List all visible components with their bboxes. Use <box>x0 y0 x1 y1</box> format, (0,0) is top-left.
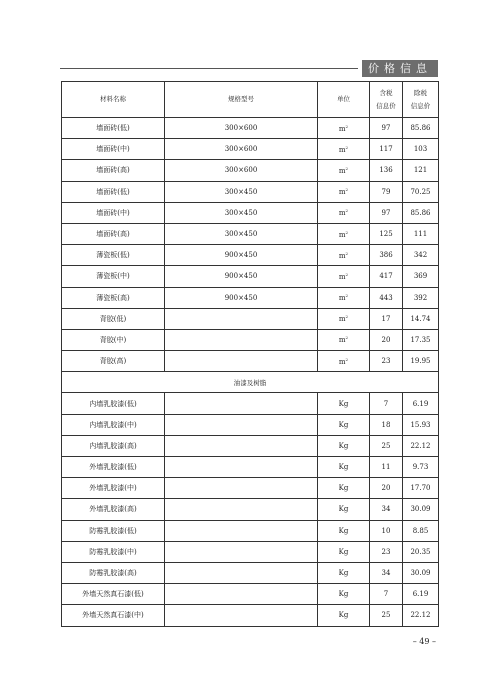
header-tax-excluded-line2: 信息价 <box>410 101 431 110</box>
cell-unit <box>318 266 370 287</box>
unit-base: m <box>338 251 346 260</box>
table-row <box>62 393 439 414</box>
unit-base: m <box>338 188 346 197</box>
unit-base: m <box>338 272 346 281</box>
cell-name: 墙面砖(中) <box>62 139 165 160</box>
unit-base: m <box>338 336 346 345</box>
table-row <box>62 541 439 562</box>
cell-tax-included: 34 <box>370 499 403 520</box>
unit-superscript: 2 <box>345 314 349 320</box>
cell-tax-included: 417 <box>370 266 403 287</box>
table-row <box>62 351 439 372</box>
cell-spec: 300×600 <box>165 160 318 181</box>
table-row <box>62 266 439 287</box>
header-tax-included-line1: 含税 <box>379 88 393 97</box>
cell-tax-included: 20 <box>370 478 403 499</box>
cell-tax-included: 7 <box>370 393 403 414</box>
cell-name: 薄瓷板(中) <box>62 266 165 287</box>
cell-name: 外墙乳胶漆(低) <box>62 457 165 478</box>
cell-unit: Kg <box>318 520 370 541</box>
cell-tax-excluded: 19.95 <box>403 351 439 372</box>
cell-tax-included: 17 <box>370 308 403 329</box>
unit-superscript: 2 <box>345 123 349 129</box>
cell-name: 墙面砖(低) <box>62 181 165 202</box>
table-row <box>62 499 439 520</box>
cell-spec <box>165 414 318 435</box>
cell-unit: Kg <box>318 393 370 414</box>
cell-tax-included: 34 <box>370 562 403 583</box>
cell-tax-included: 23 <box>370 541 403 562</box>
cell-tax-excluded: 103 <box>403 139 439 160</box>
cell-tax-included: 23 <box>370 351 403 372</box>
cell-tax-excluded: 111 <box>403 223 439 244</box>
cell-tax-excluded: 30.09 <box>403 562 439 583</box>
cell-spec <box>165 329 318 350</box>
cell-tax-excluded: 85.86 <box>403 118 439 139</box>
table-header-row <box>62 82 439 118</box>
cell-name: 墙面砖(低) <box>62 118 165 139</box>
table-row <box>62 562 439 583</box>
header-tax-included-price <box>370 82 403 118</box>
cell-unit: Kg <box>318 562 370 583</box>
cell-spec: 300×600 <box>165 139 318 160</box>
table-row <box>62 520 439 541</box>
cell-spec <box>165 499 318 520</box>
cell-tax-included: 97 <box>370 202 403 223</box>
cell-tax-included: 386 <box>370 245 403 266</box>
cell-unit: Kg <box>318 605 370 626</box>
cell-spec: 300×600 <box>165 118 318 139</box>
cell-name: 外墙乳胶漆(高) <box>62 499 165 520</box>
section-badge: 价格信息 <box>362 60 438 77</box>
cell-name: 防霉乳胶漆(低) <box>62 520 165 541</box>
cell-name: 薄瓷板(高) <box>62 287 165 308</box>
cell-tax-excluded: 6.19 <box>403 584 439 605</box>
cell-spec <box>165 541 318 562</box>
unit-superscript: 2 <box>345 335 349 341</box>
unit-superscript: 2 <box>345 293 349 299</box>
cell-unit <box>318 329 370 350</box>
cell-unit: Kg <box>318 414 370 435</box>
cell-unit <box>318 181 370 202</box>
unit-base: m <box>338 124 346 133</box>
cell-tax-excluded: 121 <box>403 160 439 181</box>
cell-tax-excluded: 342 <box>403 245 439 266</box>
cell-tax-excluded: 17.35 <box>403 329 439 350</box>
unit-superscript: 2 <box>345 208 349 214</box>
price-table <box>61 81 439 627</box>
table-row <box>62 118 439 139</box>
cell-name: 背胶(低) <box>62 308 165 329</box>
unit-superscript: 2 <box>345 229 349 235</box>
unit-base: m <box>338 230 346 239</box>
header-tax-excluded-price <box>403 82 439 118</box>
cell-spec <box>165 308 318 329</box>
table-row <box>62 308 439 329</box>
table-row <box>62 457 439 478</box>
cell-name: 背胶(中) <box>62 329 165 350</box>
cell-name: 外墙天然真石漆(低) <box>62 584 165 605</box>
unit-base: m <box>338 294 346 303</box>
unit-base: m <box>338 315 346 324</box>
header-tax-excluded-line1: 除税 <box>414 88 427 97</box>
cell-unit <box>318 160 370 181</box>
cell-tax-excluded: 9.73 <box>403 457 439 478</box>
table-row <box>62 202 439 223</box>
unit-base: m <box>338 166 346 175</box>
cell-name: 背胶(高) <box>62 351 165 372</box>
cell-tax-included: 18 <box>370 414 403 435</box>
cell-tax-included: 136 <box>370 160 403 181</box>
cell-name: 墙面砖(中) <box>62 202 165 223</box>
cell-spec <box>165 520 318 541</box>
cell-spec: 900×450 <box>165 266 318 287</box>
cell-tax-included: 25 <box>370 605 403 626</box>
unit-base: m <box>338 357 346 366</box>
cell-tax-excluded: 369 <box>403 266 439 287</box>
cell-unit: Kg <box>318 584 370 605</box>
cell-tax-excluded: 17.70 <box>403 478 439 499</box>
cell-spec <box>165 584 318 605</box>
cell-unit <box>318 139 370 160</box>
table-row <box>62 478 439 499</box>
cell-unit <box>318 245 370 266</box>
cell-tax-included: 11 <box>370 457 403 478</box>
section-header-row <box>62 372 439 393</box>
cell-unit <box>318 308 370 329</box>
unit-superscript: 2 <box>345 144 349 150</box>
cell-spec: 300×450 <box>165 223 318 244</box>
cell-tax-excluded: 30.09 <box>403 499 439 520</box>
cell-spec <box>165 435 318 456</box>
table-row <box>62 605 439 626</box>
unit-superscript: 2 <box>345 271 349 277</box>
header-rule <box>60 68 358 69</box>
cell-spec: 300×450 <box>165 181 318 202</box>
cell-unit: Kg <box>318 435 370 456</box>
unit-base: m <box>338 209 346 218</box>
unit-superscript: 2 <box>345 187 349 193</box>
cell-spec: 900×450 <box>165 287 318 308</box>
unit-superscript: 2 <box>345 250 349 256</box>
cell-unit: Kg <box>318 499 370 520</box>
cell-tax-excluded: 20.35 <box>403 541 439 562</box>
cell-tax-excluded: 14.74 <box>403 308 439 329</box>
cell-spec: 900×450 <box>165 245 318 266</box>
unit-superscript: 2 <box>345 356 349 362</box>
cell-tax-excluded: 22.12 <box>403 435 439 456</box>
cell-spec <box>165 478 318 499</box>
cell-unit <box>318 287 370 308</box>
cell-tax-included: 10 <box>370 520 403 541</box>
table-row <box>62 584 439 605</box>
cell-unit: Kg <box>318 457 370 478</box>
table-row <box>62 414 439 435</box>
cell-unit: Kg <box>318 541 370 562</box>
cell-tax-included: 97 <box>370 118 403 139</box>
header-material-name: 材料名称 <box>62 82 165 118</box>
table-row <box>62 223 439 244</box>
cell-tax-included: 20 <box>370 329 403 350</box>
table-row <box>62 245 439 266</box>
cell-name: 外墙乳胶漆(中) <box>62 478 165 499</box>
table-row <box>62 329 439 350</box>
header-spec: 规格型号 <box>165 82 318 118</box>
cell-spec <box>165 605 318 626</box>
cell-name: 外墙天然真石漆(中) <box>62 605 165 626</box>
header-unit: 单位 <box>318 82 370 118</box>
cell-name: 墙面砖(高) <box>62 160 165 181</box>
cell-spec <box>165 562 318 583</box>
cell-name: 防霉乳胶漆(高) <box>62 562 165 583</box>
cell-tax-excluded: 15.93 <box>403 414 439 435</box>
header-tax-included-line2: 信息价 <box>376 101 396 110</box>
cell-spec: 300×450 <box>165 202 318 223</box>
cell-tax-excluded: 6.19 <box>403 393 439 414</box>
cell-tax-excluded: 70.25 <box>403 181 439 202</box>
cell-spec <box>165 393 318 414</box>
cell-name: 内墙乳胶漆(低) <box>62 393 165 414</box>
section-title: 油漆及树脂 <box>62 372 439 393</box>
table-row <box>62 139 439 160</box>
unit-base: m <box>338 145 346 154</box>
cell-unit <box>318 223 370 244</box>
cell-tax-included: 125 <box>370 223 403 244</box>
cell-tax-included: 117 <box>370 139 403 160</box>
cell-unit: Kg <box>318 478 370 499</box>
cell-name: 防霉乳胶漆(中) <box>62 541 165 562</box>
cell-unit <box>318 351 370 372</box>
cell-tax-included: 7 <box>370 584 403 605</box>
cell-spec <box>165 457 318 478</box>
table-row <box>62 181 439 202</box>
cell-tax-included: 443 <box>370 287 403 308</box>
cell-name: 内墙乳胶漆(中) <box>62 414 165 435</box>
cell-tax-excluded: 22.12 <box>403 605 439 626</box>
cell-name: 墙面砖(高) <box>62 223 165 244</box>
unit-superscript: 2 <box>345 165 349 171</box>
page-number: – 49 – <box>412 637 436 646</box>
table-row <box>62 160 439 181</box>
cell-tax-excluded: 392 <box>403 287 439 308</box>
table-row <box>62 435 439 456</box>
table-row <box>62 287 439 308</box>
cell-spec <box>165 351 318 372</box>
cell-tax-included: 25 <box>370 435 403 456</box>
cell-tax-excluded: 8.85 <box>403 520 439 541</box>
cell-tax-excluded: 85.86 <box>403 202 439 223</box>
cell-unit <box>318 118 370 139</box>
cell-tax-included: 79 <box>370 181 403 202</box>
cell-name: 薄瓷板(低) <box>62 245 165 266</box>
cell-name: 内墙乳胶漆(高) <box>62 435 165 456</box>
cell-unit <box>318 202 370 223</box>
